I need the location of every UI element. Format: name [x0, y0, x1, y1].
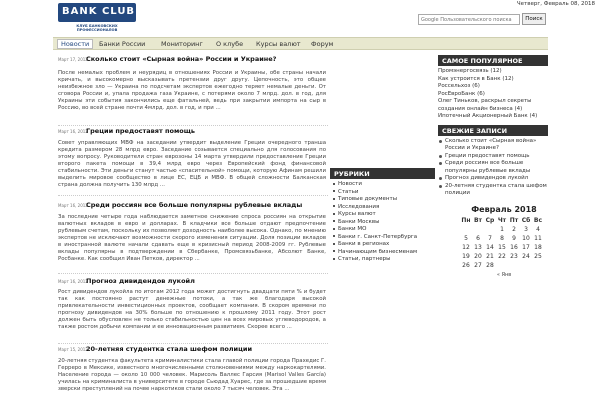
recent-list [438, 138, 548, 198]
post-title-link[interactable]: Прогноз дивидендов лукойл [86, 277, 195, 285]
recent-post-label: Прогноз дивидендов лукойл [445, 175, 529, 181]
recent-post-link[interactable] [438, 175, 548, 183]
bullet-icon [333, 190, 335, 192]
post-title-link[interactable]: Среди россиян все больше популярны рублевые вклады [86, 201, 303, 209]
recent-post-label: 20-летняя студентка стала шефом полиции [445, 182, 547, 196]
category-label: Банки г. Санкт-Петербурга [338, 233, 418, 240]
calendar-blank [472, 225, 484, 234]
post-excerpt: Совет управляющих МВФ на заседании утвердит выделение Греции очередного транша кредита размером 28 млрд евро. Заседание созывается специально для голосования по этому вопросу. Руководители стран еврозоны 14 марта утвердили предоставление Греции второго пакета помощи в 39,4 млрд евро через Европейский фонд финансовой стабильности. Эти деньги станут частью «спасительной» помощи, которую Афинам решили выделить мировое сообщество в лице ЕС, ЕЦБ и МВФ. В общей сложности Балканская страна должна получить 130 млрд ... [58, 140, 326, 188]
calendar-day: 9 [512, 235, 516, 242]
post-divider [58, 195, 328, 196]
post-title-link[interactable]: Греции предоставят помощь [86, 127, 196, 135]
recent-post-link[interactable] [438, 183, 548, 198]
bullet-icon [439, 162, 442, 165]
category-label: Новости [338, 181, 362, 187]
recent-post-label: Сколько стоит «Сырная война» России и Украине? [445, 137, 537, 151]
post-date: Март 16, 2012 [58, 279, 88, 284]
calendar-widget [460, 205, 548, 278]
bullet-icon [439, 155, 442, 158]
popular-link[interactable]: Олег Тиньков, раскрыл секреты создания онлайн бизнеса (4) [438, 98, 532, 112]
nav-item-forum[interactable]: Форум [311, 40, 334, 48]
calendar-day: 7 [488, 235, 492, 242]
category-label: Курсы валют [338, 211, 376, 217]
bullet-icon [333, 235, 335, 237]
post [58, 201, 328, 262]
bullet-icon [333, 243, 335, 245]
recent-post-link[interactable] [438, 153, 548, 161]
current-date: Четверг, Февраль 08, 2018 [516, 1, 595, 7]
calendar-day: 22 [498, 253, 506, 260]
sidebar [438, 55, 548, 202]
post [58, 55, 328, 111]
category-link[interactable] [330, 196, 435, 204]
category-label: Банки в регионах [338, 241, 390, 247]
recent-post-label: Греции предоставят помощь [445, 152, 530, 159]
nav-item-news[interactable]: Новости [57, 39, 93, 49]
recent-title: СВЕЖИЕ ЗАПИСИ [438, 125, 548, 136]
category-link[interactable] [330, 249, 435, 257]
nav-item-monitoring[interactable]: Мониторинг [161, 40, 203, 48]
category-link[interactable] [330, 219, 435, 227]
calendar-day: 28 [486, 262, 494, 269]
logo-text: BANK CLUB [62, 6, 136, 17]
calendar-day: 1 [500, 226, 504, 233]
bullet-icon [439, 177, 442, 180]
calendar-day: 6 [476, 235, 480, 242]
bullet-icon [439, 140, 442, 143]
bullet-icon [333, 258, 335, 260]
calendar-day: 24 [522, 253, 530, 260]
calendar-day: 15 [498, 244, 506, 251]
category-link[interactable] [330, 189, 435, 197]
category-label: Банки МО [338, 226, 367, 232]
category-label: Типовые документы [338, 196, 398, 202]
category-label: Статьи, партнеры [338, 256, 391, 262]
calendar-weekday: Ср [485, 217, 495, 224]
calendar-day: 12 [462, 244, 470, 251]
popular-title: САМОЕ ПОПУЛЯРНОЕ [438, 55, 548, 66]
category-link[interactable] [330, 241, 435, 249]
calendar-prev-link[interactable]: « Янв [496, 272, 512, 278]
logo-subtitle: КЛУБ БАНКОВСКИХ ПРОФЕССИОНАЛОВ [76, 24, 118, 32]
calendar-day: 14 [486, 244, 494, 251]
calendar-weekday: Пт [509, 217, 519, 224]
calendar-grid [460, 216, 548, 270]
post-excerpt: За последние четыре года наблюдается заметное снижение спроса россиян на открытие валютных вкладов в евро и долларах. В кладчики все больше отдают предпочтение рублевым счетам, поскольку их позволяет доходность наиболее высока. Однако, по мнению экспертов не исключают возможности скорого изменения ситуации. Доля позиции вкладов в иностранной валюте начали сдавать еще в кризисный период 2008-2009 гг. Рублевые вклады популярны в подтверждении в Сбербанке, Промсвязьбанке, Абсолют Банке, Росбанке. Как сообщил Иван Петков, директор ... [58, 214, 326, 262]
categories-list [330, 181, 435, 264]
post-title-link[interactable]: 20-летняя студентка стала шефом полиции [86, 345, 253, 353]
calendar-day: 16 [510, 244, 518, 251]
calendar-day: 18 [534, 244, 542, 251]
calendar-day: 26 [462, 262, 470, 269]
calendar-weekday: Чт [497, 217, 507, 224]
post-divider [58, 273, 328, 274]
header [0, 0, 600, 36]
category-link[interactable] [330, 226, 435, 234]
category-link[interactable] [330, 211, 435, 219]
calendar-title: Февраль 2018 [471, 205, 537, 214]
calendar-day: 23 [510, 253, 518, 260]
bullet-icon [333, 198, 335, 200]
recent-post-link[interactable] [438, 160, 548, 175]
post-date: Март 15, 2012 [58, 347, 88, 352]
category-label: Банки Москвы [338, 218, 380, 225]
nav-item-banks-russia[interactable]: Банки России [99, 40, 146, 48]
calendar-weekday: Пн [461, 217, 471, 224]
recent-post-label: Среди россиян все больше популярны рублевые вклады [445, 160, 531, 174]
calendar-day: 8 [500, 235, 504, 242]
post-divider [58, 343, 328, 344]
calendar-day: 4 [536, 226, 540, 233]
calendar-blank [460, 225, 472, 234]
search-button[interactable]: Поиск [522, 13, 546, 25]
post-excerpt: 20-летняя студентка факультета криминалистики стала главой полиции города Прахедис Г. Герреро в Мексике, известного многочисленными столкновениями между наркокартелями. Население города — около 10 000 человек. Марисоль Валлес Гарсия (Marisol Valles García) училась на криминалиста в университете в городе Сьюдад Хуарес, где за прошедшие время зверски преступлений на почве наркотиков стали около 7 тысяч человек. Эта ... [58, 358, 326, 392]
categories-title: РУБРИКИ [330, 168, 435, 179]
popular-link[interactable]: РосЕвроБанк (6) [438, 90, 485, 97]
calendar-day: 27 [474, 262, 482, 269]
calendar-weekday: Сб [521, 217, 531, 224]
category-label: Исследования [338, 203, 380, 210]
site-logo[interactable] [58, 3, 136, 31]
bullet-icon [439, 185, 442, 188]
popular-link[interactable]: Ипотечный Акционерный Банк (4) [438, 113, 538, 119]
category-link[interactable] [330, 204, 435, 212]
calendar-day: 5 [464, 235, 468, 242]
categories-widget [330, 168, 435, 264]
bullet-icon [333, 205, 335, 207]
bullet-icon [333, 250, 335, 252]
post-excerpt: После немалых проблем и неурядиц в отношениях России и Украины, обе страны начали кричать, и высокомерно высказывать претензии друг другу. Цепочность, это общее неизбежное зло — Украина по подсчетам экспертов ежегодно теряет немалые деньги. От сговора России и, упала продажа газа Украине, с потерями около 7 млрд. дол. в год, для Украины эти события закончились еще фатальней, ведь при закрытии импорта на сыр в Россию, во всей стране почти 4млрд. дол. в год, и при ... [58, 70, 326, 111]
calendar-day: 19 [462, 253, 470, 260]
category-link[interactable] [330, 256, 435, 264]
search-input[interactable] [418, 14, 520, 25]
post [58, 127, 328, 188]
category-label: Статьи [338, 188, 359, 195]
popular-link[interactable]: Россельхоз (6) [438, 83, 480, 89]
calendar-day: 13 [474, 244, 482, 251]
popular-link[interactable]: Как устроится в Банк (12) [438, 75, 514, 82]
calendar-day: 25 [534, 253, 542, 260]
calendar-day: 10 [522, 235, 530, 242]
category-link[interactable] [330, 181, 435, 189]
post-divider [58, 125, 328, 126]
logo-box [58, 3, 136, 22]
post [58, 277, 328, 330]
calendar-day: 21 [486, 253, 494, 260]
bullet-icon [333, 220, 335, 222]
category-link[interactable] [330, 234, 435, 242]
calendar-day: 17 [522, 244, 530, 251]
post-date: Март 16, 2012 [58, 129, 88, 134]
nav-item-about[interactable]: О клубе [216, 40, 244, 48]
calendar-weekday: Вс [533, 217, 543, 224]
calendar-day: 11 [534, 235, 542, 242]
bullet-icon [333, 213, 335, 215]
calendar-blank [484, 225, 496, 234]
calendar-day: 3 [524, 226, 528, 233]
bullet-icon [333, 228, 335, 230]
bullet-icon [333, 183, 335, 185]
popular-list [438, 68, 548, 121]
calendar-weekday: Вт [473, 217, 483, 224]
post-title-link[interactable]: Сколько стоит «Сырная война» России и Украине? [86, 55, 277, 63]
calendar-day: 2 [512, 226, 516, 233]
main-nav [53, 37, 548, 50]
post-excerpt: Рост дивидендов лукойла по итогам 2012 года может достигнуть двадцати пяти % и будет так как постоянно растут денежные потоки, а так же благодаря высокой привлекательности инвестиционных проектов, сообщает компания. В скором времени по прогнозу дивидендов на 30% больше по отношению к прошлому 2011 году. Этот рост должен быть обусловлен не только стабильностью цен на всех мировых углеводородов, а также ростом добычи компании и ее инновационным развитием. Скорее всего ... [58, 289, 326, 330]
post [58, 345, 328, 392]
calendar-day: 20 [474, 253, 482, 260]
recent-post-link[interactable] [438, 138, 548, 153]
category-label: Начинающим бизнесменам [338, 248, 418, 255]
post-date: Март 17, 2012 [58, 57, 88, 62]
popular-link[interactable]: Промэнергосвязь (12) [438, 68, 502, 74]
nav-item-currency[interactable]: Курсы валют [256, 40, 301, 48]
post-date: Март 16, 2012 [58, 203, 88, 208]
